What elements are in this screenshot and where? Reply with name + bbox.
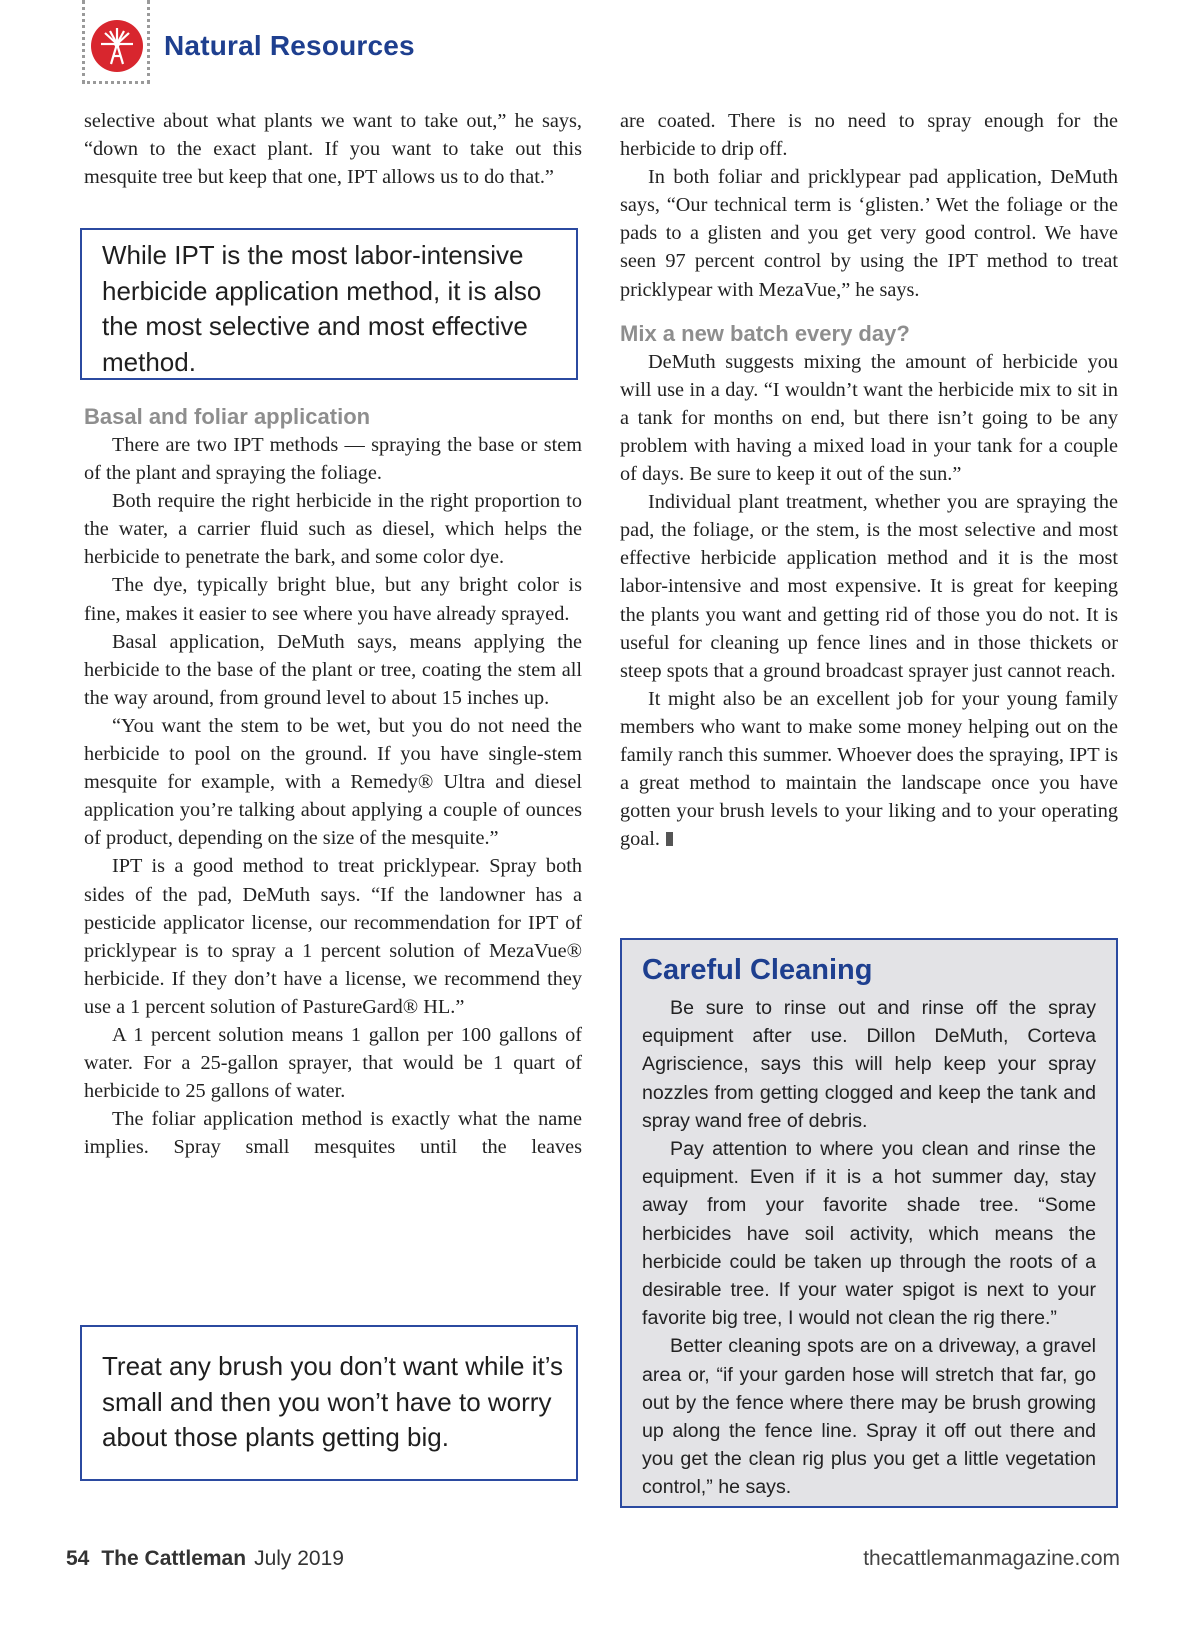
issue-date: July 2019 xyxy=(254,1547,344,1570)
pull-quote-1 xyxy=(80,228,578,380)
pull-quote-2-text: Treat any brush you don’t want while it’s small and then you won’t have to worry about those plants getting big. xyxy=(102,1351,564,1452)
body-paragraph xyxy=(620,685,1118,854)
body-paragraph: DeMuth suggests mixing the amount of herbicide you will use in a day. “I wouldn’t want the herbicide mix to sit in a tank for months on end, but there isn’t going to be any problem with having a mixed load in your tank for a couple of days. Be sure to keep it out of the sun.” xyxy=(620,350,1118,486)
page-footer xyxy=(66,1547,1120,1577)
section-header xyxy=(82,0,502,86)
body-paragraph: The foliar application method is exactly what the name implies. Spray small mesquites until the leaves xyxy=(84,1108,582,1159)
body-paragraph-text: It might also be an excellent job for your young family members who want to make some money helping out on the family ranch this summer. Whoever does the spraying, IPT is a great method to maintain the landscape once you have gotten your brush levels to your liking and to your operating goal. xyxy=(620,687,1118,851)
body-paragraph: The dye, typically bright blue, but any bright color is fine, makes it easier to see where you have already sprayed. xyxy=(84,574,582,625)
subhead-basal-foliar: Basal and foliar application xyxy=(84,404,371,429)
body-paragraph: “You want the stem to be wet, but you do not need the herbicide to pool on the ground. If you have single-stem mesquite for example, with a Remedy® Ultra and diesel application you’re talking about applying a couple of ounces of product, depending on the size of the mesquite.” xyxy=(84,714,582,850)
pull-quote-2 xyxy=(80,1325,578,1481)
body-paragraph: A 1 percent solution means 1 gallon per 100 gallons of water. For a 25-gallon sprayer, that would be 1 quart of herbicide to 25 gallons of water. xyxy=(84,1023,582,1103)
subhead-mix-batch: Mix a new batch every day? xyxy=(620,320,910,346)
careful-cleaning-sidebar xyxy=(620,938,1118,1508)
left-column-body xyxy=(84,403,582,1161)
body-paragraph: Both require the right herbicide in the right proportion to the water, a carrier fluid such as diesel, which helps the herbicide to penetrate the bark, and some color dye. xyxy=(84,490,582,569)
sidebar-paragraph: Pay attention to where you clean and rinse the equipment. Even if it is a hot summer day, stay away from your favorite shade tree. “Some herbicides have soil activity, which means the herbicide could be taken up through the roots of a desirable tree. If your water spigot is next to your favorite big tree, I would not clean the rig there.” xyxy=(642,1138,1096,1330)
section-title: Natural Resources xyxy=(164,30,415,61)
body-paragraph: Individual plant treatment, whether you are spraying the pad, the foliage, or the stem, is the most selective and most effective herbicide application method and it is the most labor-intensive and most expensive. It is great for keeping the plants you want and getting rid of those you do not. It is useful for cleaning up fence lines and in those thickets or steep spots that a ground broadcast sprayer just cannot reach. xyxy=(620,491,1118,682)
body-paragraph: In both foliar and pricklypear pad application, DeMuth says, “Our technical term is ‘glisten.’ Wet the foliage or the pads to a glisten and you get very good control. We have seen 97 percent control by using the IPT method to treat pricklypear with MezaVue,” he says. xyxy=(620,166,1118,301)
logo-frame xyxy=(82,0,150,84)
end-mark-icon xyxy=(666,832,673,846)
pull-quote-1-text: While IPT is the most labor-intensive herbicide application method, it is also the most selective and most effective method. xyxy=(102,240,542,377)
magazine-name: The Cattleman xyxy=(101,1547,247,1570)
right-intro-paragraph: are coated. There is no need to spray enough for the herbicide to drip off. xyxy=(620,110,1118,161)
windmill-icon xyxy=(91,20,143,72)
sidebar-paragraph: Better cleaning spots are on a driveway, a gravel area or, “if your garden hose will stretch that far, go out by the fence where there may be brush growing up along the fence line. Spray it off out there and you get the clean rig plus you get a little vegetation control,” he says. xyxy=(642,1335,1096,1499)
page-number: 54 xyxy=(66,1547,90,1570)
left-column xyxy=(84,107,582,191)
right-column xyxy=(620,107,1118,853)
body-paragraph: There are two IPT methods — spraying the base or stem of the plant and spraying the foliage. xyxy=(84,434,582,485)
sidebar-title: Careful Cleaning xyxy=(642,954,873,986)
website-link[interactable]: thecattlemanmagazine.com xyxy=(863,1547,1120,1570)
body-paragraph: Basal application, DeMuth says, means applying the herbicide to the base of the plant or tree, coating the stem all the way around, from ground level to about 15 inches up. xyxy=(84,630,582,709)
left-intro-paragraph: selective about what plants we want to take out,” he says, “down to the exact plant. If you want to take out this mesquite tree but keep that one, IPT allows us to do that.” xyxy=(84,110,582,189)
footer-left xyxy=(66,1547,344,1571)
sidebar-paragraph: Be sure to rinse out and rinse off the spray equipment after use. Dillon DeMuth, Corteva Agriscience, says this will help keep your spray nozzles from getting clogged and keep the tank and spray wand free of debris. xyxy=(642,997,1096,1132)
body-paragraph: IPT is a good method to treat pricklypear. Spray both sides of the pad, DeMuth says. “If the landowner has a pesticide applicator license, our recommendation for IPT of pricklypear is to spray a 1 percent solution of MezaVue® herbicide. If they don’t have a license, we recommend they use a 1 percent solution of PastureGard® HL.” xyxy=(84,855,582,1018)
